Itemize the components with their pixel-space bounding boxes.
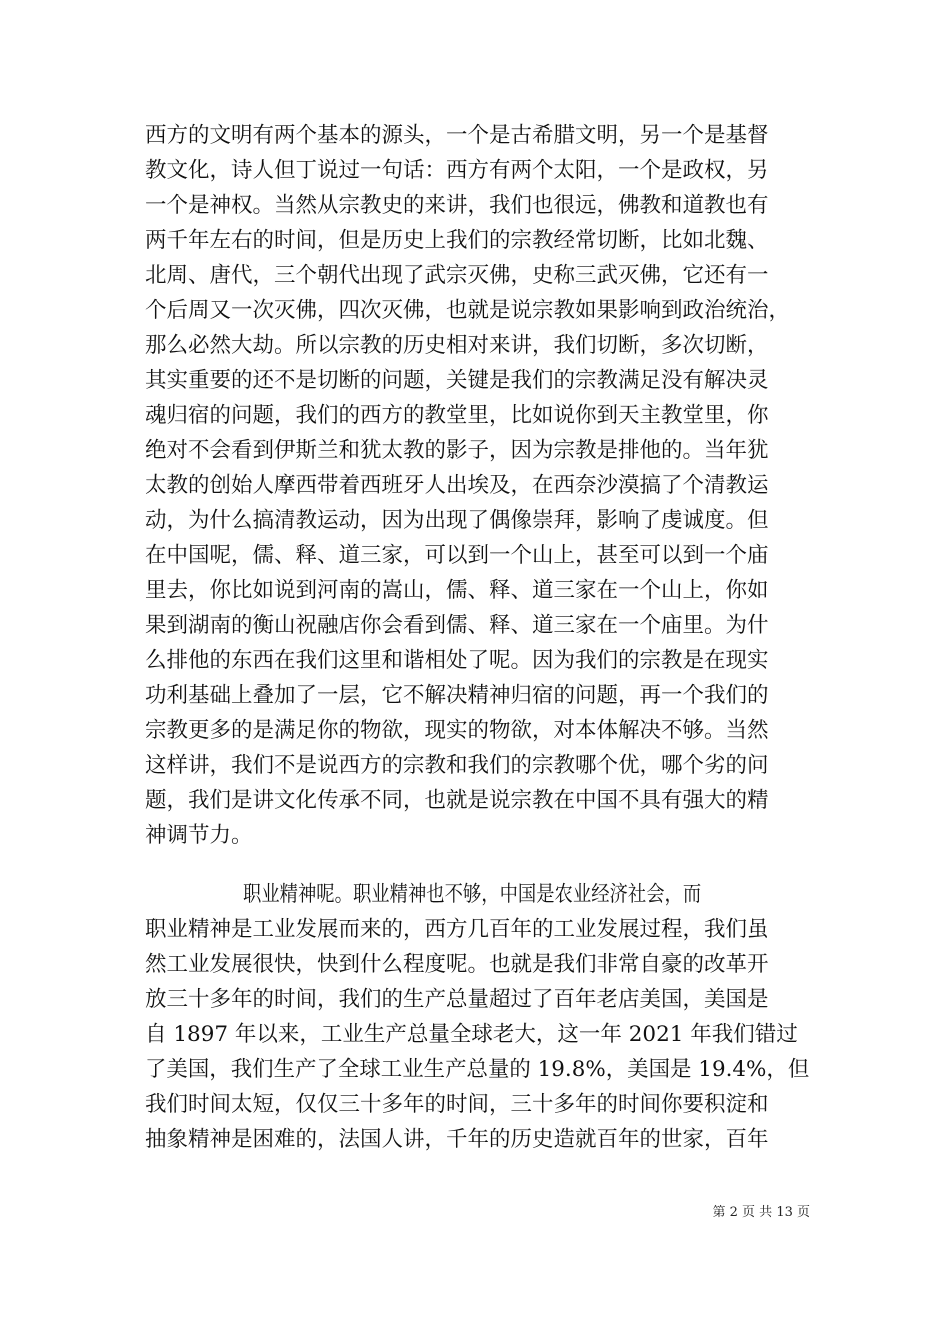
text-line: 我们时间太短，仅仅三十多年的时间，三十多年的时间你要积淀和 [145,1092,769,1117]
text-line: 教文化，诗人但丁说过一句话：西方有两个太阳，一个是政权，另 [145,158,769,183]
page-number-footer: 第 2 页 共 13 页 [712,1205,810,1220]
text-line: 在中国呢，儒、释、道三家，可以到一个山上，甚至可以到一个庙 [145,543,769,568]
text-line: 抽象精神是困难的，法国人讲，千年的历史造就百年的世家，百年 [145,1127,769,1152]
text-line: 神调节力。 [145,823,253,848]
text-line: 那么必然大劫。所以宗教的历史相对来讲，我们切断，多次切断， [145,333,769,358]
text-line: 题，我们是讲文化传承不同，也就是说宗教在中国不具有强大的精 [145,788,769,813]
text-line: 功利基础上叠加了一层，它不解决精神归宿的问题，再一个我们的 [145,683,769,708]
text-line: 两千年左右的时间，但是历史上我们的宗教经常切断，比如北魏、 [145,228,769,253]
text-line: 职业精神是工业发展而来的，西方几百年的工业发展过程，我们虽 [145,917,769,942]
text-line: 魂归宿的问题，我们的西方的教堂里，比如说你到天主教堂里，你 [145,403,769,428]
text-line: 动，为什么搞清教运动，因为出现了偶像崇拜，影响了虔诚度。但 [145,508,769,533]
text-line: 北周、唐代，三个朝代出现了武宗灭佛，史称三武灭佛，它还有一 [145,263,769,288]
text-line: 宗教更多的是满足你的物欲，现实的物欲，对本体解决不够。当然 [145,718,769,743]
text-line: 西方的文明有两个基本的源头，一个是古希腊文明，另一个是基督 [145,123,769,148]
text-line: 么排他的东西在我们这里和谐相处了呢。因为我们的宗教是在现实 [145,648,769,673]
text-line: 放三十多年的时间，我们的生产总量超过了百年老店美国，美国是 [145,987,769,1012]
text-line: 一个是神权。当然从宗教史的来讲，我们也很远，佛教和道教也有 [145,193,769,218]
text-line: 职业精神呢。职业精神也不够，中国是农业经济社会，而 [243,882,702,907]
text-line: 自 1897 年以来，工业生产总量全球老大，这一年 2021 年我们错过 [145,1022,798,1047]
text-line: 绝对不会看到伊斯兰和犹太教的影子，因为宗教是排他的。当年犹 [145,438,769,463]
text-line: 其实重要的还不是切断的问题，关键是我们的宗教满足没有解决灵 [145,368,769,393]
text-line: 这样讲，我们不是说西方的宗教和我们的宗教哪个优，哪个劣的问 [145,753,769,778]
text-line: 果到湖南的衡山祝融店你会看到儒、释、道三家在一个庙里。为什 [145,613,769,638]
text-line: 太教的创始人摩西带着西班牙人出埃及，在西奈沙漠搞了个清教运 [145,473,769,498]
text-line: 里去，你比如说到河南的嵩山，儒、释、道三家在一个山上，你如 [145,578,769,603]
text-line: 然工业发展很快，快到什么程度呢。也就是我们非常自豪的改革开 [145,952,769,977]
text-line: 个后周又一次灭佛，四次灭佛，也就是说宗教如果影响到政治统治， [145,298,791,323]
text-line: 了美国，我们生产了全球工业生产总量的 19.8%，美国是 19.4%，但 [145,1057,810,1082]
